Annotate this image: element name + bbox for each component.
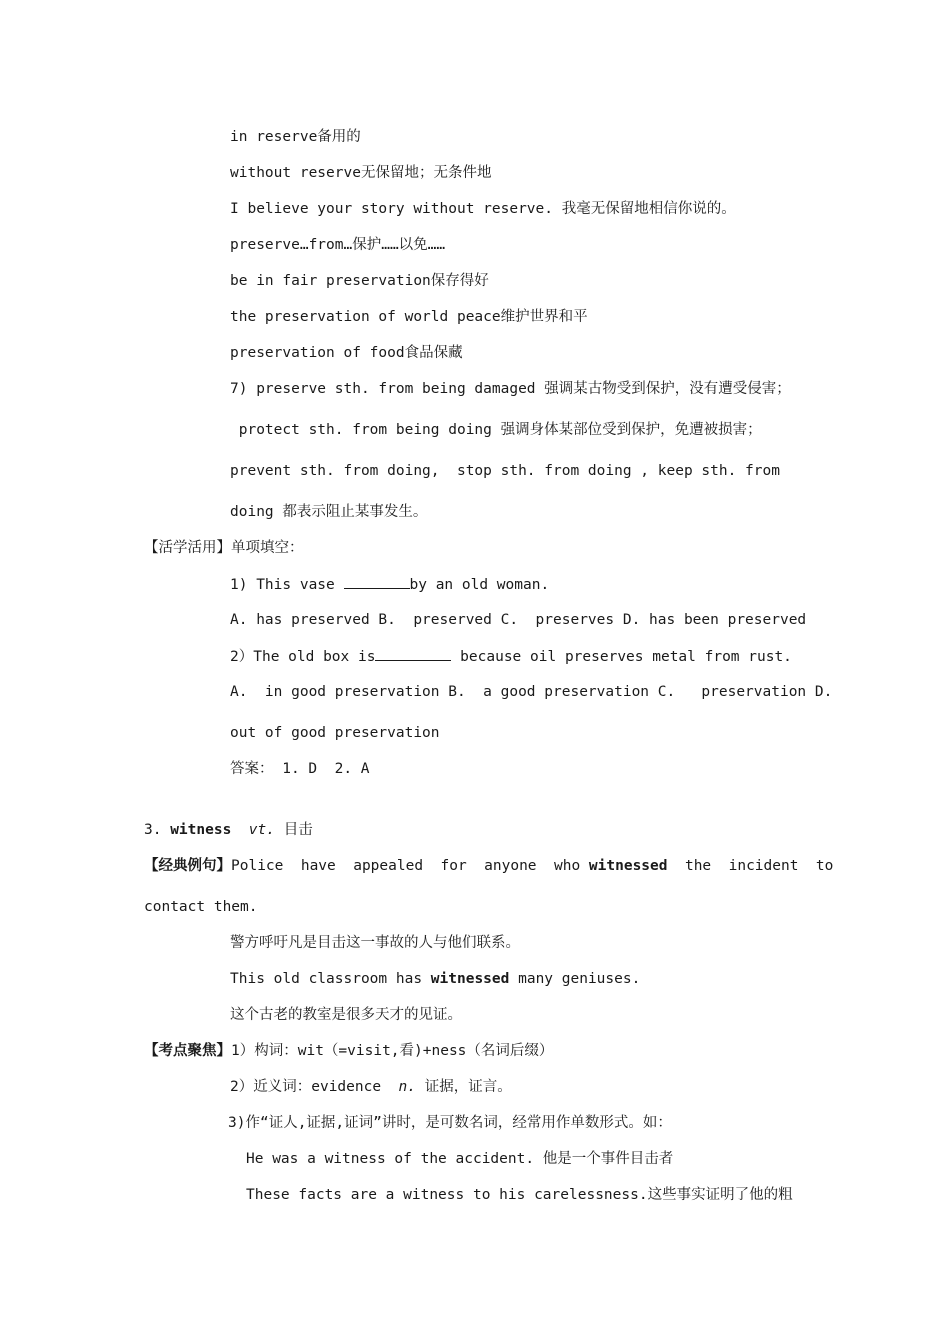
focus-line-2 <box>230 1077 512 1097</box>
question-text: 1) This vase <box>230 577 344 593</box>
example-2-translation: 这个古老的教室是很多天才的见证。 <box>230 1007 462 1023</box>
question-2-options: A. in good preservation B. a good preservation C. preservation D. <box>230 684 833 700</box>
example-1-cont: contact them. <box>144 899 258 915</box>
text-line: the preservation of world peace维护世界和平 <box>230 309 588 325</box>
example-heading: 【经典例句】 <box>144 858 231 874</box>
question-1 <box>230 574 549 595</box>
part-of-speech: vt. <box>248 822 275 838</box>
word-meaning: 目击 <box>274 822 313 838</box>
example-text: the incident to <box>667 858 834 874</box>
question-text: by an old woman. <box>409 577 550 593</box>
text-line: doing 都表示阻止某事发生。 <box>230 504 428 520</box>
question-2-options-cont: out of good preservation <box>230 725 440 741</box>
focus-heading: 【考点聚焦】 <box>144 1043 231 1059</box>
word-heading <box>144 820 313 840</box>
question-text: because oil preserves metal from rust. <box>451 649 792 665</box>
part-of-speech: n. <box>398 1079 416 1095</box>
text-line: in reserve备用的 <box>230 129 361 145</box>
text-line: without reserve无保留地；无条件地 <box>230 165 492 181</box>
example-keyword: witnessed <box>430 971 510 987</box>
text-line: preservation of food食品保藏 <box>230 345 463 361</box>
example-1 <box>144 856 833 876</box>
question-1-options: A. has preserved B. preserved C. preserves D. has been preserved <box>230 612 807 628</box>
example-keyword: witnessed <box>588 858 668 874</box>
focus-text: 1）构词：wit（=visit,看)+ness（名词后缀） <box>231 1043 554 1059</box>
question-text: 2）The old box is <box>230 649 376 665</box>
focus-text: 2）近义词：evidence <box>230 1079 399 1095</box>
text-line: preserve…from…保护……以免…… <box>230 237 446 253</box>
text-line: prevent sth. from doing, stop sth. from doing , keep sth. from <box>230 463 780 479</box>
example-2 <box>230 969 640 989</box>
answer-key: 答案： 1. D 2. A <box>230 761 370 777</box>
example-text: Police have appealed for anyone who <box>231 858 589 874</box>
text-line: 7) preserve sth. from being damaged 强调某古物受到保护，没有遭受侵害； <box>230 381 791 397</box>
focus-line-4: He was a witness of the accident. 他是一个事件目击者 <box>246 1151 674 1167</box>
example-1-translation: 警方呼吁凡是目击这一事故的人与他们联系。 <box>230 935 520 951</box>
text-line: protect sth. from being doing 强调身体某部位受到保护，免遭被损害； <box>230 422 762 438</box>
answer-blank <box>375 646 451 661</box>
answer-blank <box>344 574 410 589</box>
focus-line-3: 3)作“证人,证据,证词”讲时，是可数名词，经常用作单数形式。如： <box>228 1115 672 1131</box>
headword: witness <box>170 822 232 838</box>
focus-line-1 <box>144 1041 553 1061</box>
focus-line-5: These facts are a witness to his carelessness.这些事实证明了他的粗 <box>246 1187 793 1203</box>
practice-heading: 【活学活用】单项填空： <box>144 540 304 556</box>
text-line: I believe your story without reserve. 我毫无保留地相信你说的。 <box>230 201 736 217</box>
example-text: many geniuses. <box>509 971 641 987</box>
focus-text: 证据，证言。 <box>416 1079 512 1095</box>
question-2 <box>230 646 792 667</box>
word-number: 3. <box>144 822 171 838</box>
example-text: This old classroom has <box>230 971 431 987</box>
text-line: be in fair preservation保存得好 <box>230 273 489 289</box>
